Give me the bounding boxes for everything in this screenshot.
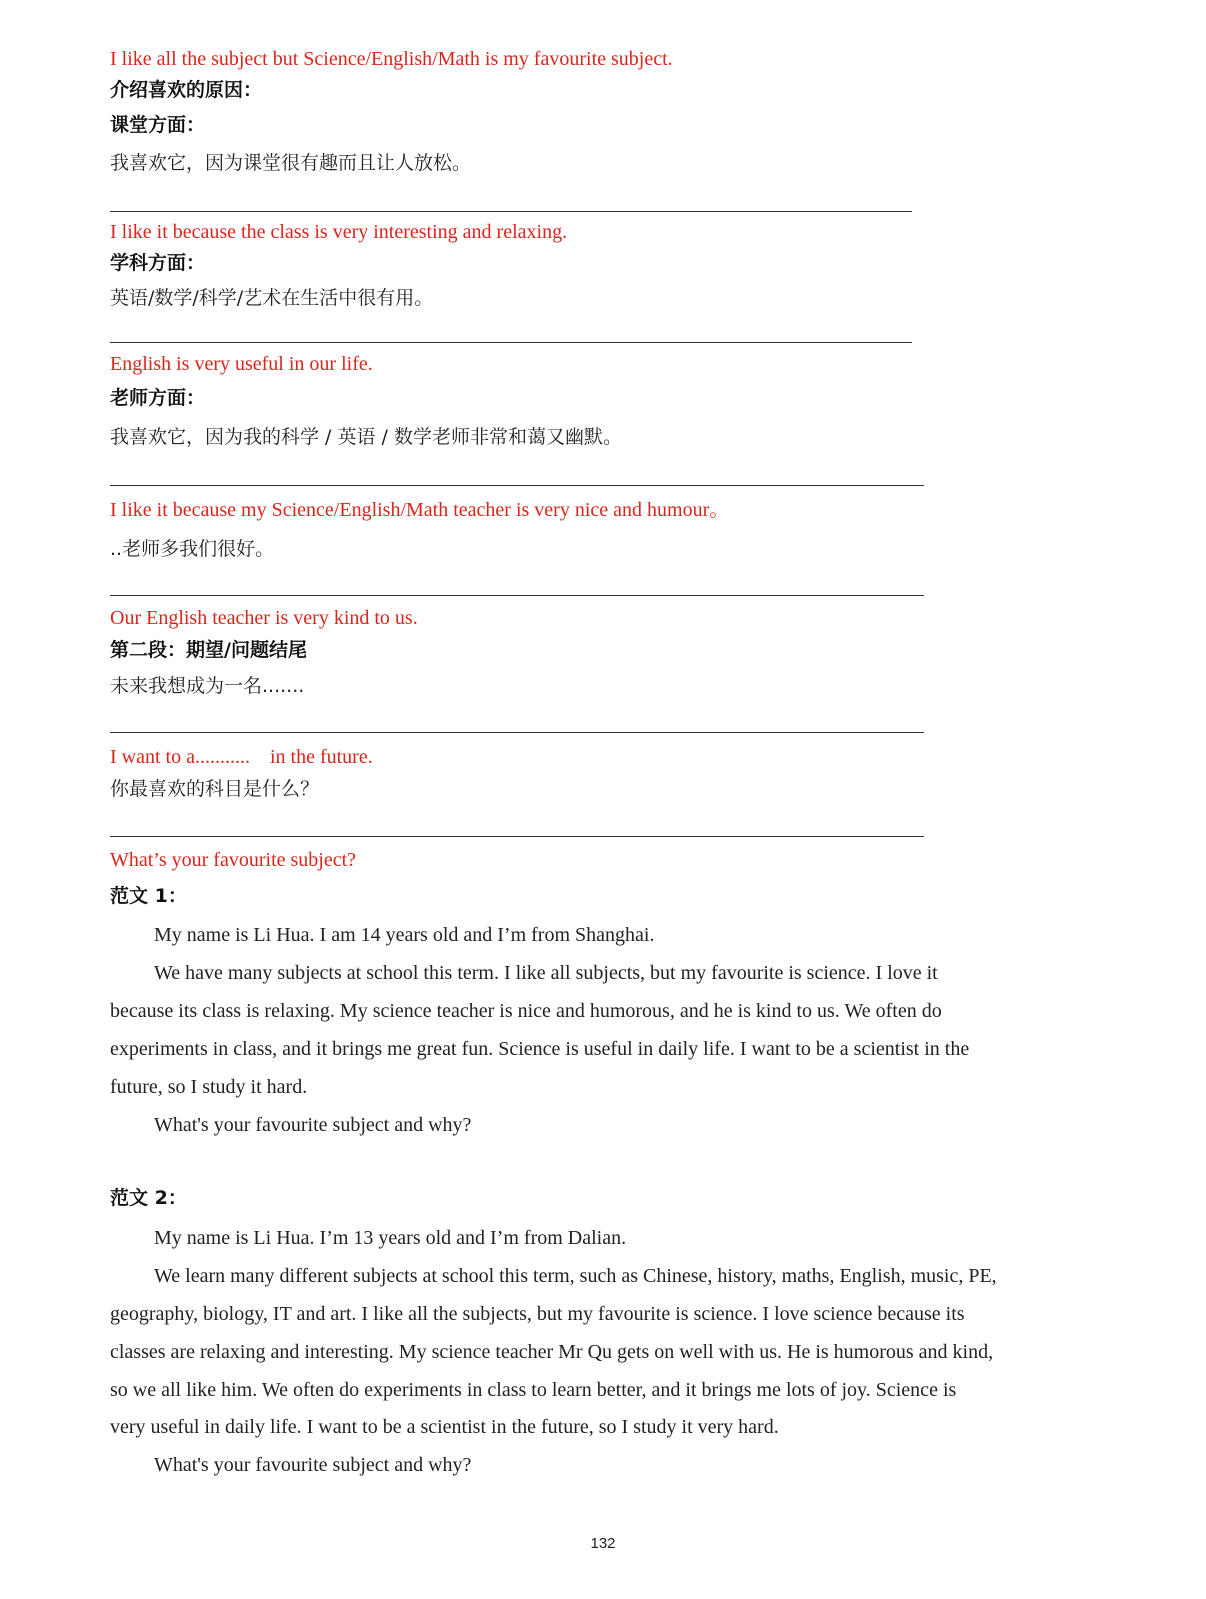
answer-blank-line	[110, 595, 924, 596]
reason-heading: 介绍喜欢的原因：	[110, 79, 263, 101]
subject-chinese: 英语/数学/科学/艺术在生活中很有用。	[110, 287, 434, 309]
class-english: I like it because the class is very interesting and relaxing.	[110, 221, 568, 243]
question-english: What’s your favourite subject?	[110, 849, 357, 871]
class-heading: 课堂方面：	[110, 114, 206, 136]
sample2-line: We learn many different subjects at school this term, such as Chinese, history, maths, English, music, PE,	[154, 1265, 997, 1287]
question-chinese: 你最喜欢的科目是什么？	[110, 778, 320, 800]
future-chinese: 未来我想成为一名.......	[110, 675, 305, 697]
sample1-line: We have many subjects at school this term. I like all subjects, but my favourite is science. I love it	[154, 962, 938, 984]
answer-blank-line	[110, 211, 912, 212]
teacher-heading: 老师方面：	[110, 387, 206, 409]
future-english: I want to a........... in the future.	[110, 746, 373, 768]
answer-blank-line	[110, 836, 924, 837]
sample2-line: geography, biology, IT and art. I like all the subjects, but my favourite is science. I love science because its	[110, 1303, 965, 1325]
teacher2-english: Our English teacher is very kind to us.	[110, 607, 418, 629]
sample2-line: My name is Li Hua. I’m 13 years old and I’m from Dalian.	[154, 1227, 627, 1249]
page-number: 132	[590, 1535, 616, 1552]
sample1-line: future, so I study it hard.	[110, 1076, 308, 1098]
answer-blank-line	[110, 485, 924, 486]
class-chinese: 我喜欢它，因为课堂很有趣而且让人放松。	[110, 152, 472, 174]
sample2-line: classes are relaxing and interesting. My science teacher Mr Qu gets on well with us. He is humorous and kind,	[110, 1341, 994, 1363]
teacher2-chinese: ..老师多我们很好。	[110, 538, 275, 560]
sample2-line: so we all like him. We often do experiments in class to learn better, and it brings me lots of joy. Science is	[110, 1379, 957, 1401]
sample2-line: What's your favourite subject and why?	[154, 1454, 472, 1476]
sample1-line: experiments in class, and it brings me great fun. Science is useful in daily life. I want to be a scientist in the	[110, 1038, 970, 1060]
sample2-line: very useful in daily life. I want to be a scientist in the future, so I study it very hard.	[110, 1416, 779, 1438]
answer-blank-line	[110, 342, 912, 343]
sample1-heading: 范文 1：	[110, 885, 187, 907]
subject-english: English is very useful in our life.	[110, 353, 373, 375]
intro-english-line: I like all the subject but Science/English/Math is my favourite subject.	[110, 48, 673, 70]
teacher-chinese: 我喜欢它，因为我的科学 / 英语 / 数学老师非常和蔼又幽默。	[110, 426, 622, 448]
sample1-line: What's your favourite subject and why?	[154, 1114, 472, 1136]
subject-heading: 学科方面：	[110, 252, 206, 274]
sample1-line: because its class is relaxing. My science teacher is nice and humorous, and he is kind to us. We often do	[110, 1000, 942, 1022]
part2-heading: 第二段：期望/问题结尾	[110, 639, 307, 661]
answer-blank-line	[110, 732, 924, 733]
teacher-english: I like it because my Science/English/Math teacher is very nice and humour。	[110, 499, 730, 521]
sample2-heading: 范文 2：	[110, 1187, 187, 1209]
sample1-line: My name is Li Hua. I am 14 years old and I’m from Shanghai.	[154, 924, 655, 946]
